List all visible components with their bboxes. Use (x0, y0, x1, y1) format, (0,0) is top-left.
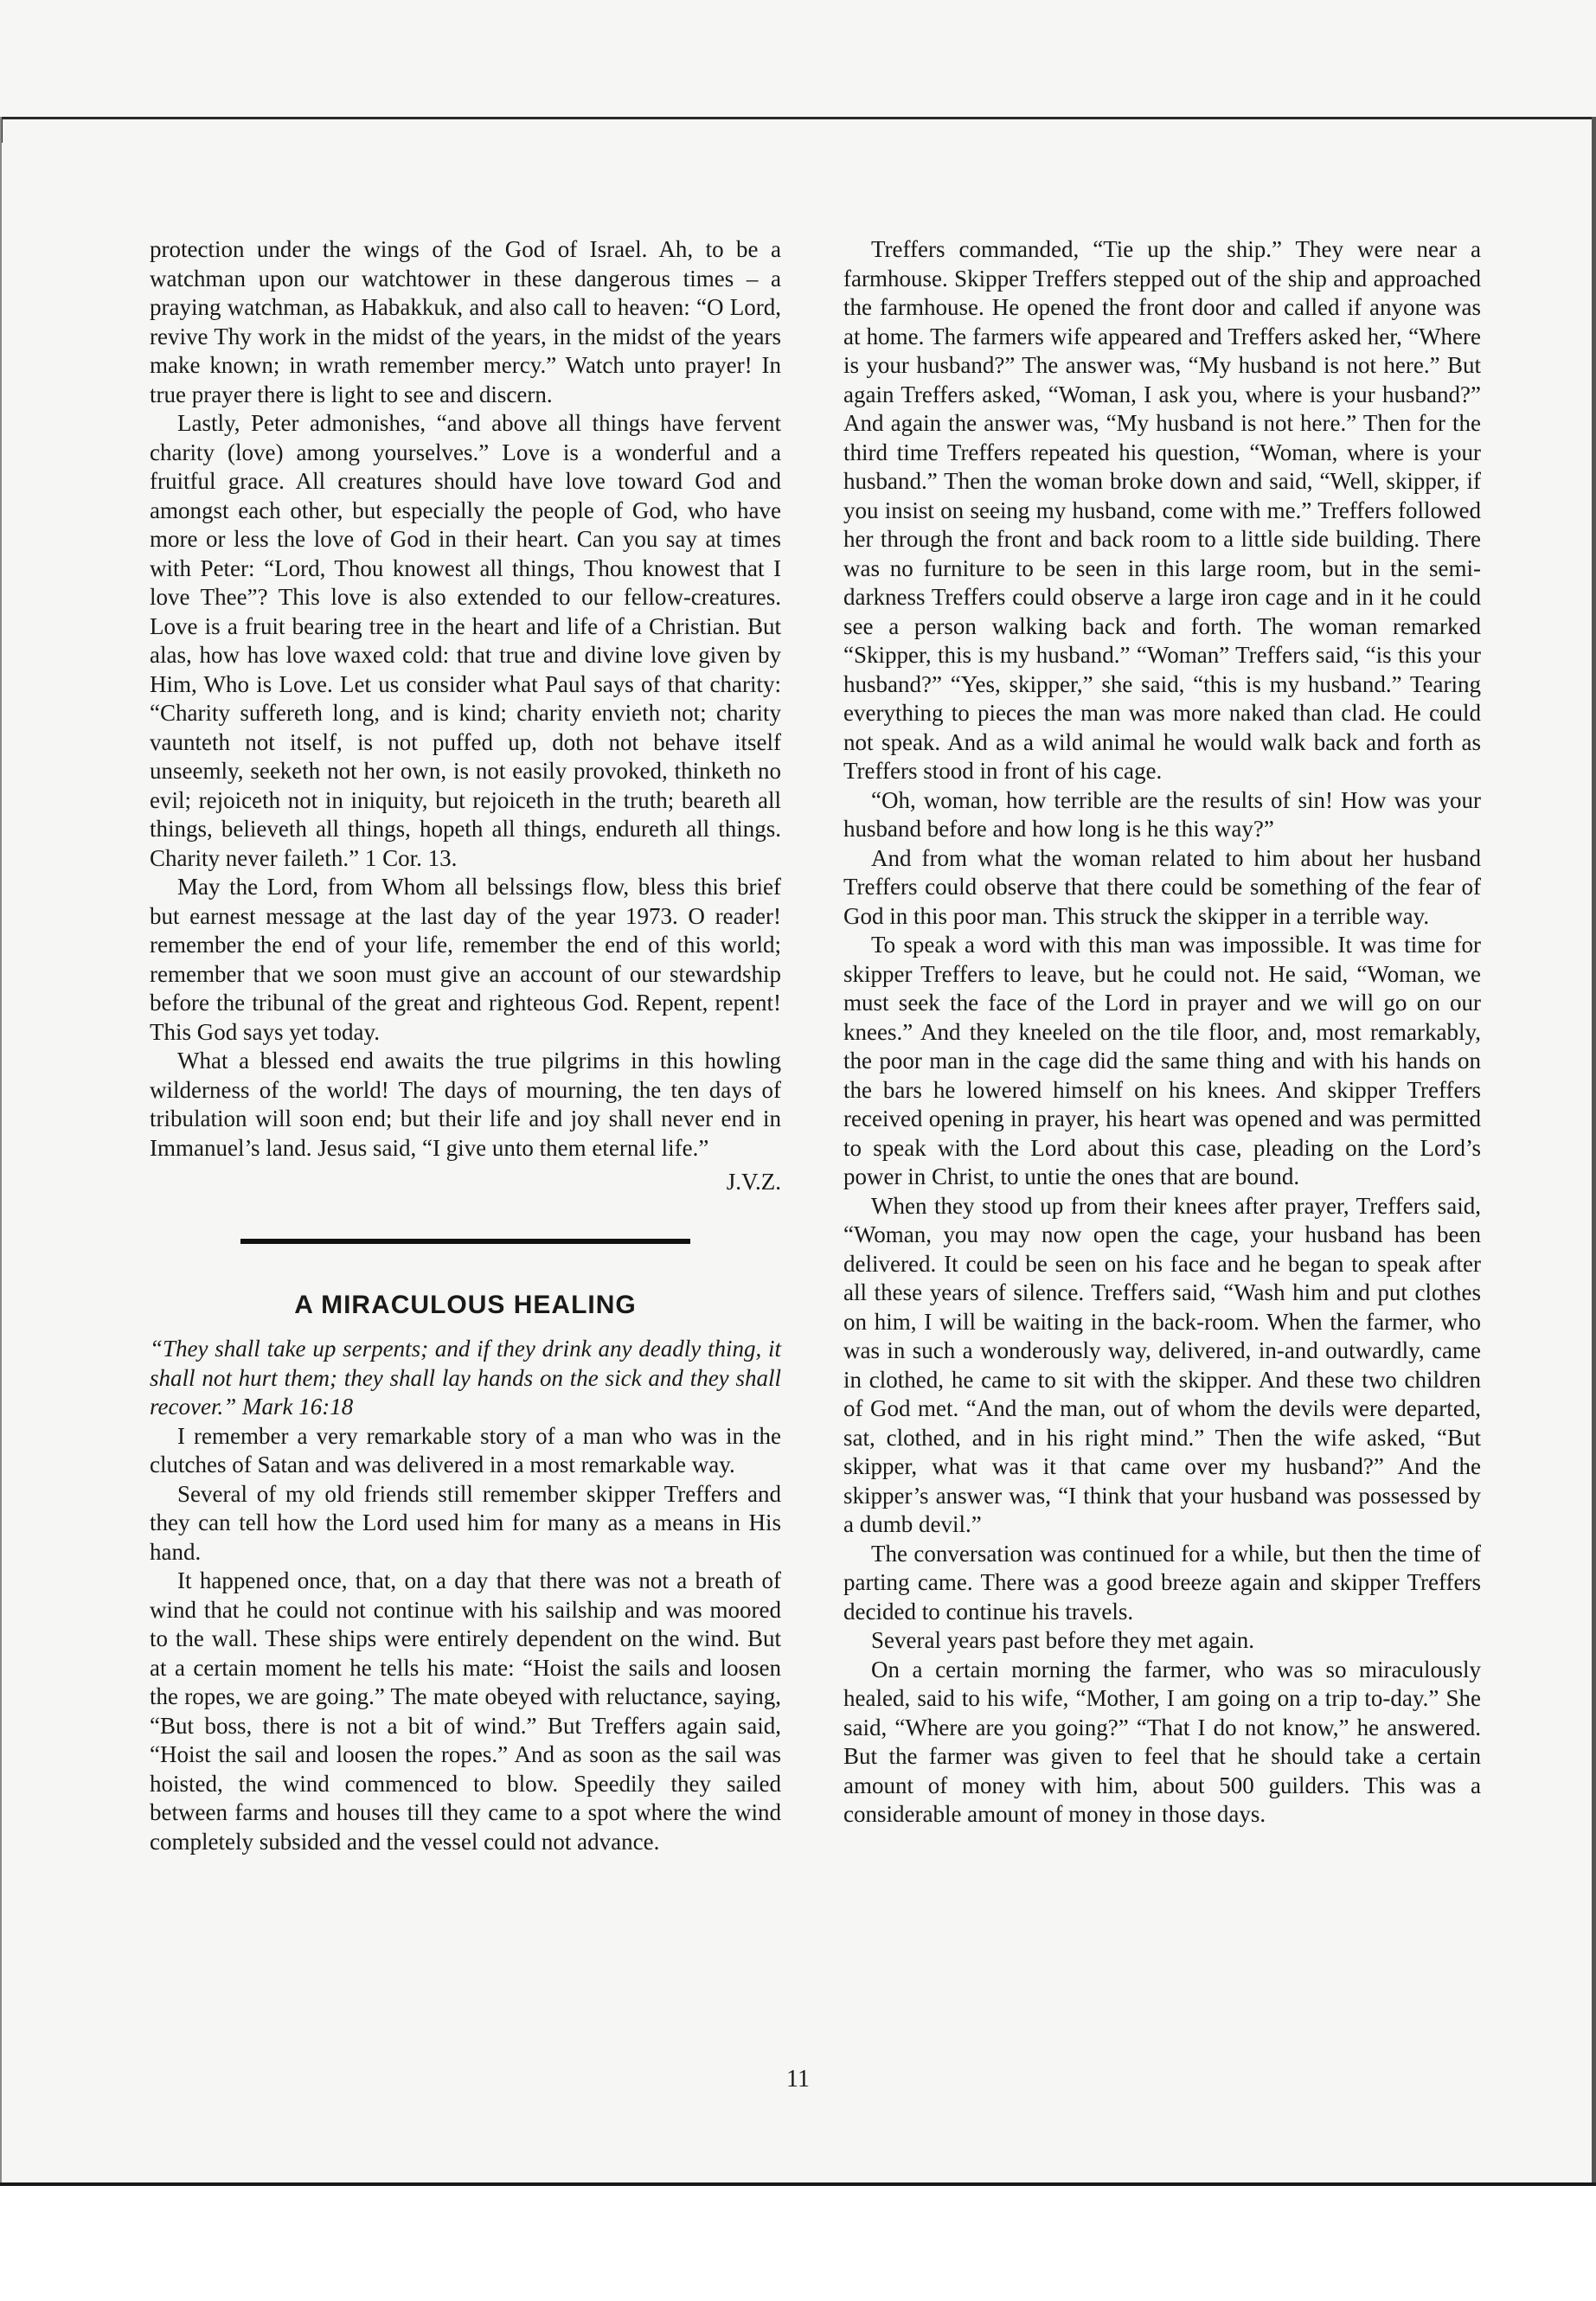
paragraph: I remember a very remarkable story of a man who was in the clutches of Satan and was delivered in a most remarkable way. (150, 1422, 781, 1477)
page-number: 11 (786, 2066, 810, 2093)
paragraph: And from what the woman related to him about her husband Treffers could observe that there could be something of the fear of God in this poor man. This struck the skipper in a terrible way. (843, 844, 1481, 929)
paragraph: It happened once, that, on a day that there was not a breath of wind that he could not continue with his sailship and was moored to the wall. These ships were entirely dependent on the wind. But at a certain moment he tells his mate: “Hoist the sails and loosen the ropes, we are going.” The mate obeyed with reluctance, saying, “But boss, there is not a bit of wind.” But Treffers again said, “Hoist the sail and loosen the ropes.” And as soon as the sail was hoisted, the wind commenced to blow. Speedily they sailed between farms and houses till they came to a spot where the wind completely subsided and the vessel could not advance. (150, 1567, 781, 1855)
paragraph: Several years past before they met again. (871, 1627, 1255, 1653)
article-title: A MIRACULOUS HEALING (294, 1290, 637, 1319)
paragraph: To speak a word with this man was impossible. It was time for skipper Treffers to leave, but he could not. He said, “Woman, we must seek the face of the Lord in prayer and we will go on our knees.” And they kneeled on the tile floor, and, most remarkably, the poor man in the cage did the same thing and with his hands on the bars he lowered himself on his knees. And skipper Treffers received opening in prayer, his heart was opened and was permitted to speak with the Lord about this case, pleading on the Lord’s power in Christ, to untie the ones that are bound. (843, 932, 1481, 1189)
page-right-edge (1592, 117, 1596, 2184)
page-left-edge (0, 117, 2, 2184)
paragraph: Lastly, Peter admonishes, “and above all things have fervent charity (love) among yourselves.” Love is a wonderful and a fruitful grace. All creatures should have love toward God and amongst each other, but especially the people of God, who have more or less the love of God in their heart. Can you say at times with Peter: “Lord, Thou knowest all things, Thou knowest that I love Thee”? This love is also extended to our fellow-creatures. Love is a fruit bearing tree in the heart and life of a Christian. But alas, how has love waxed cold: that true and divine love given by Him, Who is Love. Let us consider what Paul says of that charity: “Charity suffereth long, and is kind; charity envieth not; charity vaunteth not itself, is not puffed up, doth not behave itself unseemly, seeketh not her own, is not easily provoked, thinketh no evil; rejoiceth not in iniquity, but rejoiceth in the truth; beareth all things, believeth all things, hopeth all things, endureth all things. Charity never faileth.” 1 Cor. 13. (150, 410, 781, 871)
page-top-edge (0, 117, 1596, 119)
paragraph: On a certain morning the farmer, who was so miraculously healed, said to his wife, “Mother, I am going on a trip to-day.” She said, “Where are you going?” “That I do not know,” he answered. But the farmer was given to feel that he should take a certain amount of money with him, about 500 guilders. This was a considerable amount of money in those days. (843, 1656, 1481, 1827)
right-column (843, 235, 1481, 1830)
paragraph: The conversation was continued for a while, but then the time of parting came. There was a good breeze again and skipper Treffers decided to continue his travels. (843, 1540, 1481, 1625)
paragraph: When they stood up from their knees after prayer, Treffers said, “Woman, you may now open the cage, your husband has been delivered. It could be seen on his face and he began to speak after all these years of silence. Treffers said, “Wash him and put clothes on him, I will be waiting in the back-room. When the farmer, who was in such a wonderously way, delivered, in-and outwardly, came in clothed, he came to sit with the skipper. And these two children of God met. “And the man, out of whom the devils were departed, sat, clothed, and in his right mind.” Then the wife asked, “But skipper, what was it that came over my husband?” And the skipper’s answer was, “I think that your husband was possessed by a dumb devil.” (843, 1192, 1481, 1537)
paragraph: What a blessed end awaits the true pilgrims in this howling wilderness of the world! The days of mourning, the ten days of tribulation will soon end; but their life and joy shall never end in Immanuel’s land. Jesus said, “I give unto them eternal life.” (150, 1048, 781, 1161)
scan-background (0, 2186, 1596, 2301)
epigraph: “They shall take up serpents; and if they drink any deadly thing, it shall not hurt them; they shall lay hands on the sick and they shall recover.” Mark 16:18 (150, 1336, 781, 1420)
author-signature: J.V.Z. (726, 1169, 781, 1195)
left-column (150, 235, 781, 1856)
paragraph: Several of my old friends still remember skipper Treffers and they can tell how the Lord used him for many as a means in His hand. (150, 1480, 781, 1565)
section-divider (240, 1239, 690, 1244)
paragraph: Treffers commanded, “Tie up the ship.” They were near a farmhouse. Skipper Treffers stepped out of the ship and approached the farmhouse. He opened the front door and called if anyone was at home. The farmers wife appeared and Treffers asked her, “Where is your husband?” The answer was, “My husband is not here.” But again Treffers asked, “Woman, I ask you, where is your husband?” And again the answer was, “My husband is not here.” Then for the third time Treffers repeated his question, “Woman, where is your husband.” Then the woman broke down and said, “Well, skipper, if you insist on seeing my husband, come with me.” Treffers followed her through the front and back room to a little side building. There was no furniture to be seen in this large room, but in the semi-darkness Treffers could observe a large iron cage and in it he could see a person walking back and forth. The woman remarked “Skipper, this is my husband.” “Woman” Treffers said, “is this your husband?” “Yes, skipper,” she said, “this is my husband.” Tearing everything to pieces the man was more naked than clad. He could not speak. And as a wild animal he would walk back and forth as Treffers stood in front of his cage. (843, 236, 1481, 784)
paragraph: protection under the wings of the God of Israel. Ah, to be a watchman upon our watchtower in these dangerous times – a praying watchman, as Habakkuk, and also call to heaven: “O Lord, revive Thy work in the midst of the years, in the midst of the years make known; in wrath remember mercy.” Watch unto prayer! In true prayer there is light to see and discern. (150, 236, 781, 407)
paragraph: May the Lord, from Whom all belssings flow, bless this brief but earnest message at the last day of the year 1973. O reader! remember the end of your life, remember the end of this world; remember that we soon must give an account of our stewardship before the tribunal of the great and righteous God. Repent, repent! This God says yet today. (150, 874, 781, 1045)
paragraph: “Oh, woman, how terrible are the results of sin! How was your husband before and how long is he this way?” (843, 786, 1481, 842)
